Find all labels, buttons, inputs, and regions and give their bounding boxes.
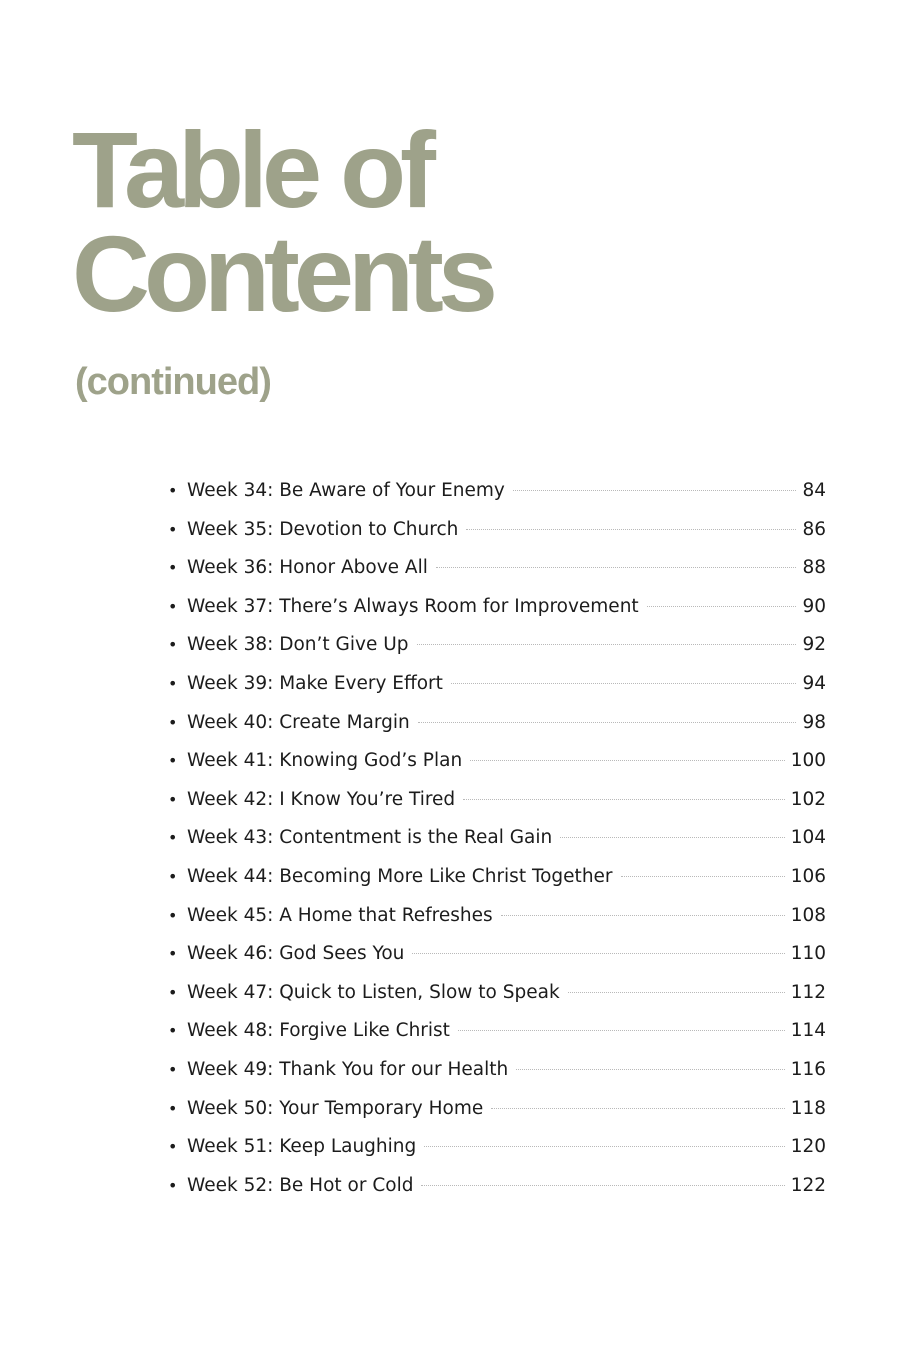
toc-entry-title: Week 35: Devotion to Church	[187, 518, 459, 540]
page-subtitle: (continued)	[75, 361, 271, 403]
bullet-icon: •	[168, 558, 178, 578]
toc-entry-page-number: 84	[802, 480, 826, 501]
dot-leader	[436, 567, 797, 568]
toc-entry-title: Week 43: Contentment is the Real Gain	[187, 827, 553, 849]
toc-list	[168, 480, 826, 1213]
toc-entry-title: Week 48: Forgive Like Christ	[187, 1020, 450, 1042]
toc-entry-page-number: 104	[790, 827, 826, 849]
toc-entry[interactable]	[168, 750, 826, 789]
toc-entry-page-number: 120	[790, 1136, 826, 1158]
toc-entry-page-number: 90	[802, 595, 826, 617]
dot-leader	[451, 683, 797, 684]
toc-entry-title: Week 36: Honor Above All	[187, 557, 428, 579]
dot-leader	[412, 953, 784, 954]
toc-entry-page-number: 88	[802, 557, 826, 579]
toc-entry-title: Week 49: Thank You for our Health	[187, 1058, 509, 1080]
toc-entry[interactable]	[168, 634, 826, 673]
dot-leader	[560, 837, 784, 838]
toc-entry[interactable]	[168, 673, 826, 712]
dot-leader	[647, 606, 797, 607]
dot-leader	[463, 799, 785, 800]
toc-entry[interactable]	[168, 596, 826, 635]
bullet-icon: •	[168, 866, 178, 886]
dot-leader	[424, 1146, 784, 1147]
toc-entry-page-number: 110	[790, 943, 826, 965]
bullet-icon: •	[168, 1059, 178, 1079]
toc-entry-page-number: 122	[790, 1174, 826, 1196]
toc-entry-title: Week 45: A Home that Refreshes	[187, 904, 493, 926]
page-title-line-1: Table of	[72, 109, 431, 230]
toc-entry-title: Week 51: Keep Laughing	[187, 1136, 417, 1158]
toc-entry[interactable]	[168, 905, 826, 944]
toc-entry-title: Week 42: I Know You’re Tired	[187, 788, 456, 810]
bullet-icon: •	[168, 712, 178, 732]
toc-entry-page-number: 100	[790, 750, 826, 772]
bullet-icon: •	[168, 673, 178, 693]
toc-entry-page-number: 102	[790, 788, 826, 810]
toc-entry-title: Week 39: Make Every Effort	[187, 672, 443, 694]
toc-entry[interactable]	[168, 943, 826, 982]
bullet-icon: •	[168, 751, 178, 771]
bullet-icon: •	[168, 1098, 178, 1118]
bullet-icon: •	[168, 481, 178, 500]
bullet-icon: •	[168, 944, 178, 964]
bullet-icon: •	[168, 1137, 178, 1157]
toc-entry[interactable]	[168, 1098, 826, 1137]
dot-leader	[418, 722, 797, 723]
bullet-icon: •	[168, 635, 178, 655]
bullet-icon: •	[168, 905, 178, 925]
toc-entry-page-number: 92	[802, 634, 826, 656]
bullet-icon: •	[168, 1175, 178, 1195]
toc-entry[interactable]	[168, 519, 826, 558]
dot-leader	[491, 1108, 784, 1109]
toc-entry-page-number: 98	[802, 711, 826, 733]
toc-entry-page-number: 112	[790, 981, 826, 1003]
bullet-icon: •	[168, 982, 178, 1002]
dot-leader	[466, 529, 796, 530]
toc-entry-page-number: 106	[790, 865, 826, 887]
toc-entry[interactable]	[168, 557, 826, 596]
bullet-icon: •	[168, 1021, 178, 1041]
toc-entry-title: Week 40: Create Margin	[187, 711, 410, 733]
toc-entry-title: Week 44: Becoming More Like Christ Together	[187, 865, 613, 887]
dot-leader	[621, 876, 785, 877]
toc-entry[interactable]	[168, 866, 826, 905]
toc-entry-title: Week 34: Be Aware of Your Enemy	[187, 480, 505, 501]
toc-entry[interactable]	[168, 1020, 826, 1059]
toc-entry[interactable]	[168, 827, 826, 866]
page-title-line-2: Contents	[72, 213, 492, 334]
bullet-icon: •	[168, 789, 178, 809]
toc-entry-title: Week 47: Quick to Listen, Slow to Speak	[187, 981, 560, 1003]
toc-entry-title: Week 41: Knowing God’s Plan	[187, 750, 463, 772]
dot-leader	[568, 992, 785, 993]
toc-entry[interactable]	[168, 982, 826, 1021]
toc-entry[interactable]	[168, 1059, 826, 1098]
dot-leader	[501, 915, 785, 916]
toc-entry[interactable]	[168, 1175, 826, 1214]
dot-leader	[421, 1185, 784, 1186]
toc-entry-page-number: 86	[802, 518, 826, 540]
dot-leader	[516, 1069, 784, 1070]
page-title	[72, 109, 492, 334]
bullet-icon: •	[168, 596, 178, 616]
toc-entry-page-number: 94	[802, 672, 826, 694]
toc-entry-page-number: 108	[790, 904, 826, 926]
toc-entry-title: Week 52: Be Hot or Cold	[187, 1174, 414, 1196]
toc-entry-page-number: 116	[790, 1058, 826, 1080]
toc-entry-page-number: 118	[790, 1097, 826, 1119]
bullet-icon: •	[168, 519, 178, 539]
toc-entry[interactable]	[168, 480, 826, 519]
toc-entry[interactable]	[168, 1136, 826, 1175]
bullet-icon: •	[168, 828, 178, 848]
dot-leader	[470, 760, 785, 761]
toc-entry-title: Week 38: Don’t Give Up	[187, 634, 409, 656]
toc-entry[interactable]	[168, 712, 826, 751]
toc-entry-title: Week 50: Your Temporary Home	[187, 1097, 484, 1119]
toc-entry[interactable]	[168, 789, 826, 828]
dot-leader	[417, 644, 797, 645]
dot-leader	[513, 490, 797, 491]
dot-leader	[458, 1030, 785, 1031]
toc-entry-title: Week 46: God Sees You	[187, 943, 405, 965]
toc-entry-title: Week 37: There’s Always Room for Improvement	[187, 595, 639, 617]
toc-entry-page-number: 114	[790, 1020, 826, 1042]
